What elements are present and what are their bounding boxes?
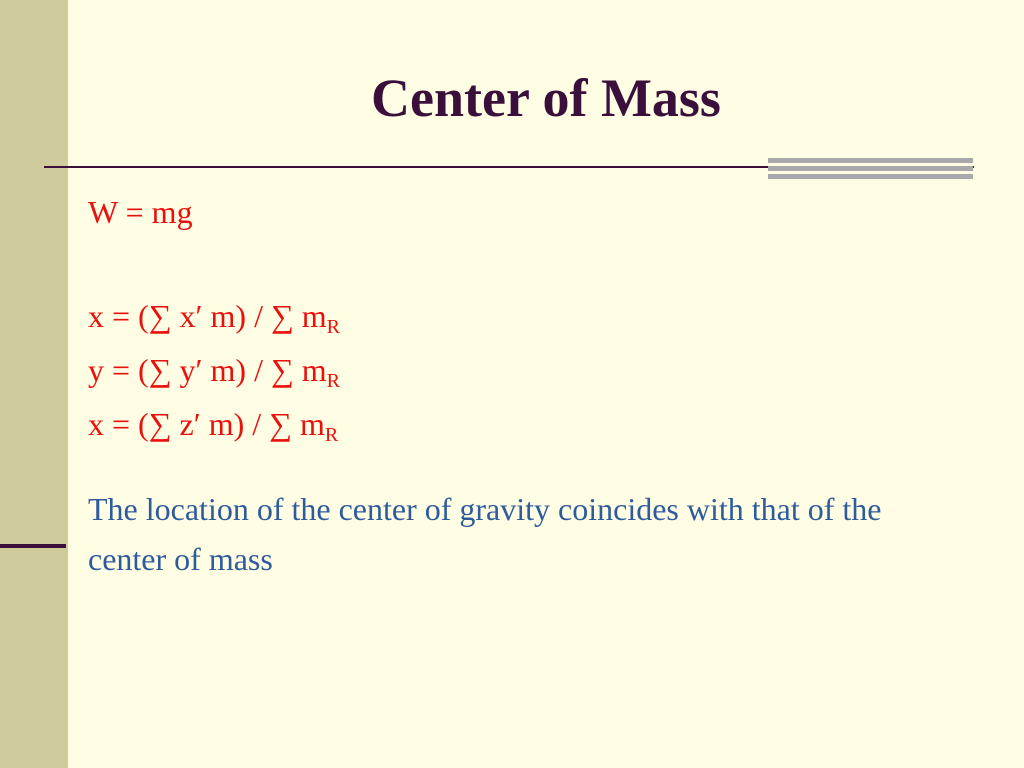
title-accent-bar (768, 158, 973, 179)
x-equation-subscript: R (326, 316, 340, 338)
y-equation (88, 348, 988, 392)
x-equation-text: x = (∑ x′ m) / ∑ m (88, 298, 327, 334)
weight-equation: W = mg (88, 194, 193, 230)
spacer (88, 234, 988, 294)
z-equation (88, 402, 988, 446)
side-bar-accent-line (0, 544, 66, 548)
slide-content (88, 190, 988, 584)
x-equation (88, 294, 988, 338)
gravity-note: The location of the center of gravity coincides with that of the center of mass (88, 491, 882, 577)
y-equation-text: y = (∑ y′ m) / ∑ m (88, 352, 327, 388)
z-equation-text: x = (∑ z′ m) / ∑ m (88, 406, 325, 442)
y-equation-subscript: R (326, 370, 340, 392)
z-equation-subscript: R (324, 424, 339, 446)
slide-title: Center of Mass (371, 68, 721, 128)
spacer (88, 446, 988, 484)
left-side-bar (0, 0, 68, 768)
